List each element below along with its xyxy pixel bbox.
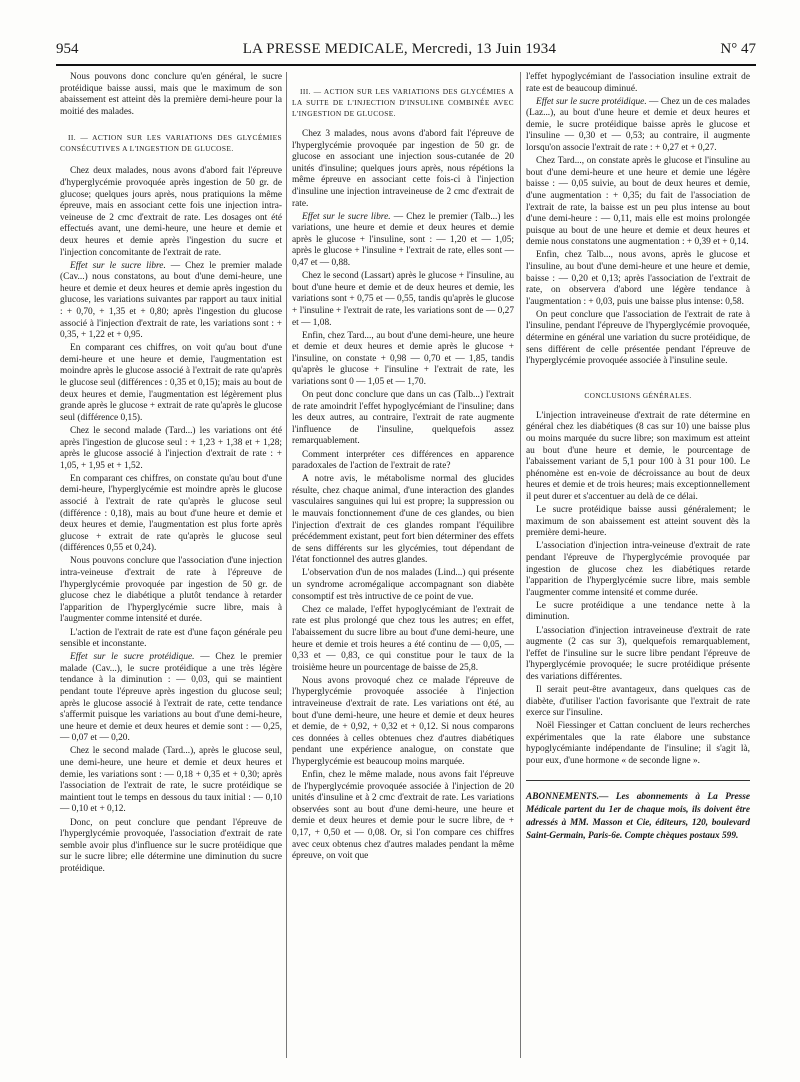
paragraph-text: — Chez le premier malade (Cav...), le sucre protéidique a une très légère tendance à la diminution : — 0,03, qui se maintient pendant toute l'épreuve après ingestion du glucose seul; après le glucose associé à l'extrait de rate, cette tendance s'affermit puisque les variations au bout d'une demi-heure, une heure et demie et deux heures et demie sont : — 0,25, — 0,07 et — 0,20. [60,652,282,744]
subscription-text: Les abonnements à La Presse Médicale partent du 1er de chaque mois, ils doivent être adressés à MM. Masson et Cie, éditeurs, 120, boulevard Saint-Germain, Paris-6e. Compte chèques postaux 599. [526,791,750,842]
paragraph: Il serait peut-être avantageux, dans quelques cas de diabète, d'utiliser l'action favorisante que l'extrait de rate exerce sur l'insuline. [526,685,750,719]
section-heading-iii: III. — ACTION SUR LES VARIATIONS DES GLYCÉMIES A LA SUITE DE L'INJECTION D'INSULINE COMBINÉE AVEC L'INGESTION DE GLUCOSE. [292,87,514,118]
paragraph: Nous pouvons donc conclure qu'en général, le sucre protéidique baisse aussi, mais que le maximum de son abaissement est atteint dès la première demi-heure pour la moitié des malades. [60,72,282,117]
paragraph: Enfin, chez Tard..., au bout d'une demi-heure, une heure et demie et deux heures et demie après le glucose + l'insuline, on constate + 0,98 — 0,70 et — 1,85, tandis qu'après le glucose + l'insuline + l'extrait de rate, les variations sont 0 — 1,05 et — 1,70. [292,330,514,387]
paragraph [526,97,750,155]
paragraph-text: — Chez un de ces malades (Laz...), au bout d'une heure et demie et deux heures et demie, le sucre protéidique baisse après le glucose et l'insuline — 0,30 et — 0,53; au contraire, il augmente lorsqu'on associe l'extrait de rate : + 0,27 et + 0,27. [526,96,750,154]
paragraph [60,261,282,342]
column-rule-left [286,72,287,1058]
paragraph: Chez deux malades, nous avons d'abord fait l'épreuve d'hyperglycémie provoquée après ingestion de 50 gr. de glucose; quelques jours après, nous pratiquions la même épreuve, mais en associant cette fois une injection intra-veineuse de 2 cmc d'extrait de rate. Les dosages ont été effectués avant, une demi-heure, une heure et demie et deux heures et demie après l'ingestion du sucre et l'injection concomitante de l'extrait de rate. [60,166,282,258]
paragraph: L'action de l'extrait de rate est d'une façon générale peu sensible et inconstante. [60,627,282,650]
paragraph: Chez Tard..., on constate après le glucose et l'insuline au bout d'une demi-heure et une heure et demie une légère baisse : — 0,05 suivie, au bout de deux heures et demie, d'une augmentation : + 0,35; du fait de l'association de l'extrait de rate, la baisse est un peu plus intense au bout d'une demi-heure : — 0,11, mais elle est moins prolongée puisque au bout de une heure et demie et deux heures et demie nous constatons une augmentation : + 0,39 et + 0,14. [526,156,750,248]
paragraph: Enfin, chez Talb..., nous avons, après le glucose et l'insuline, au bout d'une demi-heure et une heure et demie, baisse : — 0,20 et 0,13; après l'association de l'extrait de rate, on observera d'abord une légère tendance à l'augmentation : + 0,03, puis une baisse plus intense: 0,58. [526,250,750,307]
paragraph: On peut conclure que l'association de l'extrait de rate à l'insuline, pendant l'épreuve de l'hyperglycémie provoquée, détermine en général une variation du sucre protéidique, de sens différent de celle présentée pendant l'épreuve de l'hyperglycémie provoquée associée à l'insuline seule. [526,309,750,367]
subscription-lead: ABONNEMENTS.— [526,791,609,802]
column-1 [60,72,282,877]
paragraph: Chez 3 malades, nous avons d'abord fait l'épreuve de l'hyperglycémie provoquée par ingestion de 50 gr. de glucose en associant une injection sous-cutanée de 20 unités d'insuline; quelques jours après, nous répétions la même épreuve en associant cette fois-ci à l'injection d'insuline une injection intraveineuse de 2 cmc d'extrait de rate. [292,129,514,209]
italic-lead: Effet sur le sucre libre. [70,260,166,271]
paragraph: Nous pouvons conclure que l'association d'une injection intra-veineuse d'extrait de rate à l'épreuve de l'hyperglycémie provoquée par ingestion de 50 gr. de glucose chez le diabétique a plutôt tendance à retarder l'apparition de l'hyperglycémie sucre libre, mais à l'augmenter comme intensité et durée. [60,556,282,625]
column-3 [526,72,750,845]
paragraph [60,652,282,745]
divider [526,780,750,781]
column-2 [292,72,514,864]
running-title: LA PRESSE MEDICALE, Mercredi, 13 Juin 1934 [242,41,557,57]
paragraph: Le sucre protéidique a une tendance nette à la diminution. [526,600,750,623]
paragraph: Le sucre protéidique baisse aussi généralement; le maximum de son abaissement est atteint souvent dès la première demi-heure. [526,505,750,539]
paragraph: Enfin, chez le même malade, nous avons fait l'épreuve de l'hyperglycémie provoquée associée à l'injection de 20 unités d'insuline et à 2 cmc d'extrait de rate. Les variations observées sont au bout d'une demi-heure, une heure et demie et deux heures et demie pour le sucre libre, de + 0,17, + 0,50 et — 0,08. Or, si l'on compare ces chiffres avec ceux obtenus chez d'autres malades pendant la même épreuve, on voit que [292,770,514,862]
subscription-notice [526,791,750,844]
paragraph: l'effet hypoglycémiant de l'association insuline extrait de rate est de beaucoup diminué. [526,72,750,94]
italic-lead: Effet sur le sucre protéidique. [536,96,647,107]
paragraph: L'injection intraveineuse d'extrait de rate détermine en général chez les diabétiques (8 cas sur 10) une baisse plus ou moins marquée du sucre libre; son maximum est atteint au bout d'une heure et demie, le pourcentage de l'abaissement variant de 5,1 pour 100 à 31 pour 100. Le phénomène est en-voie de décroissance au bout de deux heures et demie et de trois heures; mais exceptionnellement il peut durer et s'accentuer au delà de ce délai. [526,410,750,502]
italic-lead: Effet sur le sucre libre. [302,211,391,222]
paragraph: Chez le second malade (Tard...), après le glucose seul, une demi-heure, une heure et demie et deux heures et demie, les variations sont : — 0,18 + 0,35 et + 0,30; après l'association de l'extrait de rate, le sucre protéidique se maintient tout le temps en dessous du taux initial : — 0,10 — 0,10 et + 0,12. [60,746,282,815]
paragraph: En comparant ces chiffres, on voit qu'au bout d'une demi-heure et une heure et demie, l'augmentation est moindre après le glucose associé à l'extrait de rate qu'après le glucose seul (différences : 0,35 et 0,15); mais au bout de deux heures et demie, l'augmentation est légèrement plus grande après le glucose + extrait de rate qu'après le glucose seul (différence 0,15). [60,343,282,423]
paragraph: Noël Fiessinger et Cattan concluent de leurs recherches expérimentales que la rate élabore une substance hypoglycémiante indépendante de l'insuline; il s'agit là, pour eux, d'une hormone « de seconde ligne ». [526,721,750,767]
paragraph-text: — Chez le premier (Talb...) les variations, une heure et demie et deux heures et demie après le glucose + l'insuline, sont : — 1,20 et — 1,05; après le glucose + l'insuline + l'extrait de rate, elles sont — 0,47 et — 0,88. [292,211,514,269]
paragraph [292,212,514,270]
paragraph: Nous avons provoqué chez ce malade l'épreuve de l'hyperglycémie provoquée associée à l'injection intraveineuse d'extrait de rate. Les variations ont été, au bout d'une demi-heure, une heure et demie et deux heures et demie, de + 0,92, + 0,32 et + 0,12. Si nous comparons ces données à celles obtenues chez d'autres diabétiques pendant une expérience analogue, on constate que l'hyperglycémie est beaucoup moins marquée. [292,675,514,767]
paragraph: A notre avis, le métabolisme normal des glucides résulte, chez chaque animal, d'une interaction des glandes vasculaires sanguines qui lui est propre; la suppression ou le mauvais fonctionnement d'une de ces glandes, ou bien l'injection d'extrait de ces glandes rompant l'équilibre précédemment existant, peut fort bien déterminer des effets de sens différents sur les glycémies, tout dépendant de l'état fonctionnel des autres glandes. [292,474,514,566]
section-heading-ii: II. — ACTION SUR LES VARIATIONS DES GLYCÉMIES CONSÉCUTIVES A L'INGESTION DE GLUCOSE. [60,133,282,154]
paragraph: On peut donc conclure que dans un cas (Talb...) l'extrait de rate amoindrit l'effet hypoglycémiant de l'insuline; dans les deux autres, au contraire, l'extrait de rate augmente l'influence de l'insuline, quelquefois assez remarquablement. [292,390,514,447]
page-number: 954 [56,41,79,57]
conclusions-heading: CONCLUSIONS GÉNÉRALES. [584,390,692,400]
paragraph: L'association d'injection intraveineuse d'extrait de rate augmente (2 cas sur 3), quelquefois remarquablement, l'effet de l'insuline sur le sucre libre pendant l'épreuve de l'hyperglycémie provoquée; le sucre protéidique présente des variations différentes. [526,625,750,682]
page-header [56,40,756,66]
paragraph: En comparant ces chiffres, on constate qu'au bout d'une demi-heure, l'hyperglycémie est moindre après le glucose associé à l'extrait de rate qu'après le glucose seul (différence : 0,18), mais au bout d'une heure et demie et deux heures et demie, l'augmentation est plus forte après glucose + extrait de rate qu'après le glucose seul (différences 0,55 et 0,24). [60,473,282,554]
paragraph: L'association d'injection intra-veineuse d'extrait de rate pendant l'épreuve de l'hyperglycémie provoquée par ingestion de glucose chez les diabétiques retarde l'apparition de l'hyperglycémie sucre libre, mais semble l'augmenter comme intensité et comme durée. [526,541,750,598]
paragraph: Comment interpréter ces différences en apparence paradoxales de l'action de l'extrait de rate? [292,449,514,472]
paragraph: Donc, on peut conclure que pendant l'épreuve de l'hyperglycémie provoquée, l'association d'extrait de rate semble avoir plus d'influence sur le sucre protéidique que sur le sucre libre; elle détermine une diminution du sucre protéidique. [60,817,282,874]
paragraph: Chez le second malade (Tard...) les variations ont été après l'ingestion de glucose seul : + 1,23 + 1,38 et + 1,28; après le glucose associé à l'injection d'extrait de rate : + 1,05, + 1,95 et + 1,52. [60,425,282,471]
paragraph: L'observation d'un de nos malades (Lind...) qui présente un syndrome acromégalique accompagnant son diabète consomptif est très intructive de ce point de vue. [292,568,514,602]
paragraph: Chez ce malade, l'effet hypoglycémiant de l'extrait de rate est plus prolongé que chez tous les autres; en effet, l'abaissement du sucre libre au bout d'une demi-heure, une heure et demie et trois heures a été continu de — 0,05, — 0,33 et — 0,83, ce qui constitue pour le taux de la troisième heure un pourcentage de baisse de 25,8. [292,604,514,673]
issue-number: N° 47 [720,41,756,57]
italic-lead: Effet sur le sucre protéidique. [70,652,195,663]
column-rule-right [520,72,521,1058]
paragraph: Chez le second (Lassart) après le glucose + l'insuline, au bout d'une heure et demie et de deux heures et demie, les variations sont + 0,75 et — 0,55, tandis qu'après le glucose + l'insuline + l'extrait de rate, les variations sont de — 0,27 et — 1,08. [292,271,514,328]
paragraph-text: — Chez le premier malade (Cav...) nous constatons, au bout d'une demi-heure, une heure et demie et deux heures et demie après ingestion du glucose, les variations suivantes par rapport au taux initial : + 0,70, + 1,35 et + 0,80; après l'ingestion du glucose associé à l'injection d'extrait de rate, les variations sont : + 0,35, + 1,22 et + 0,95. [60,260,282,341]
